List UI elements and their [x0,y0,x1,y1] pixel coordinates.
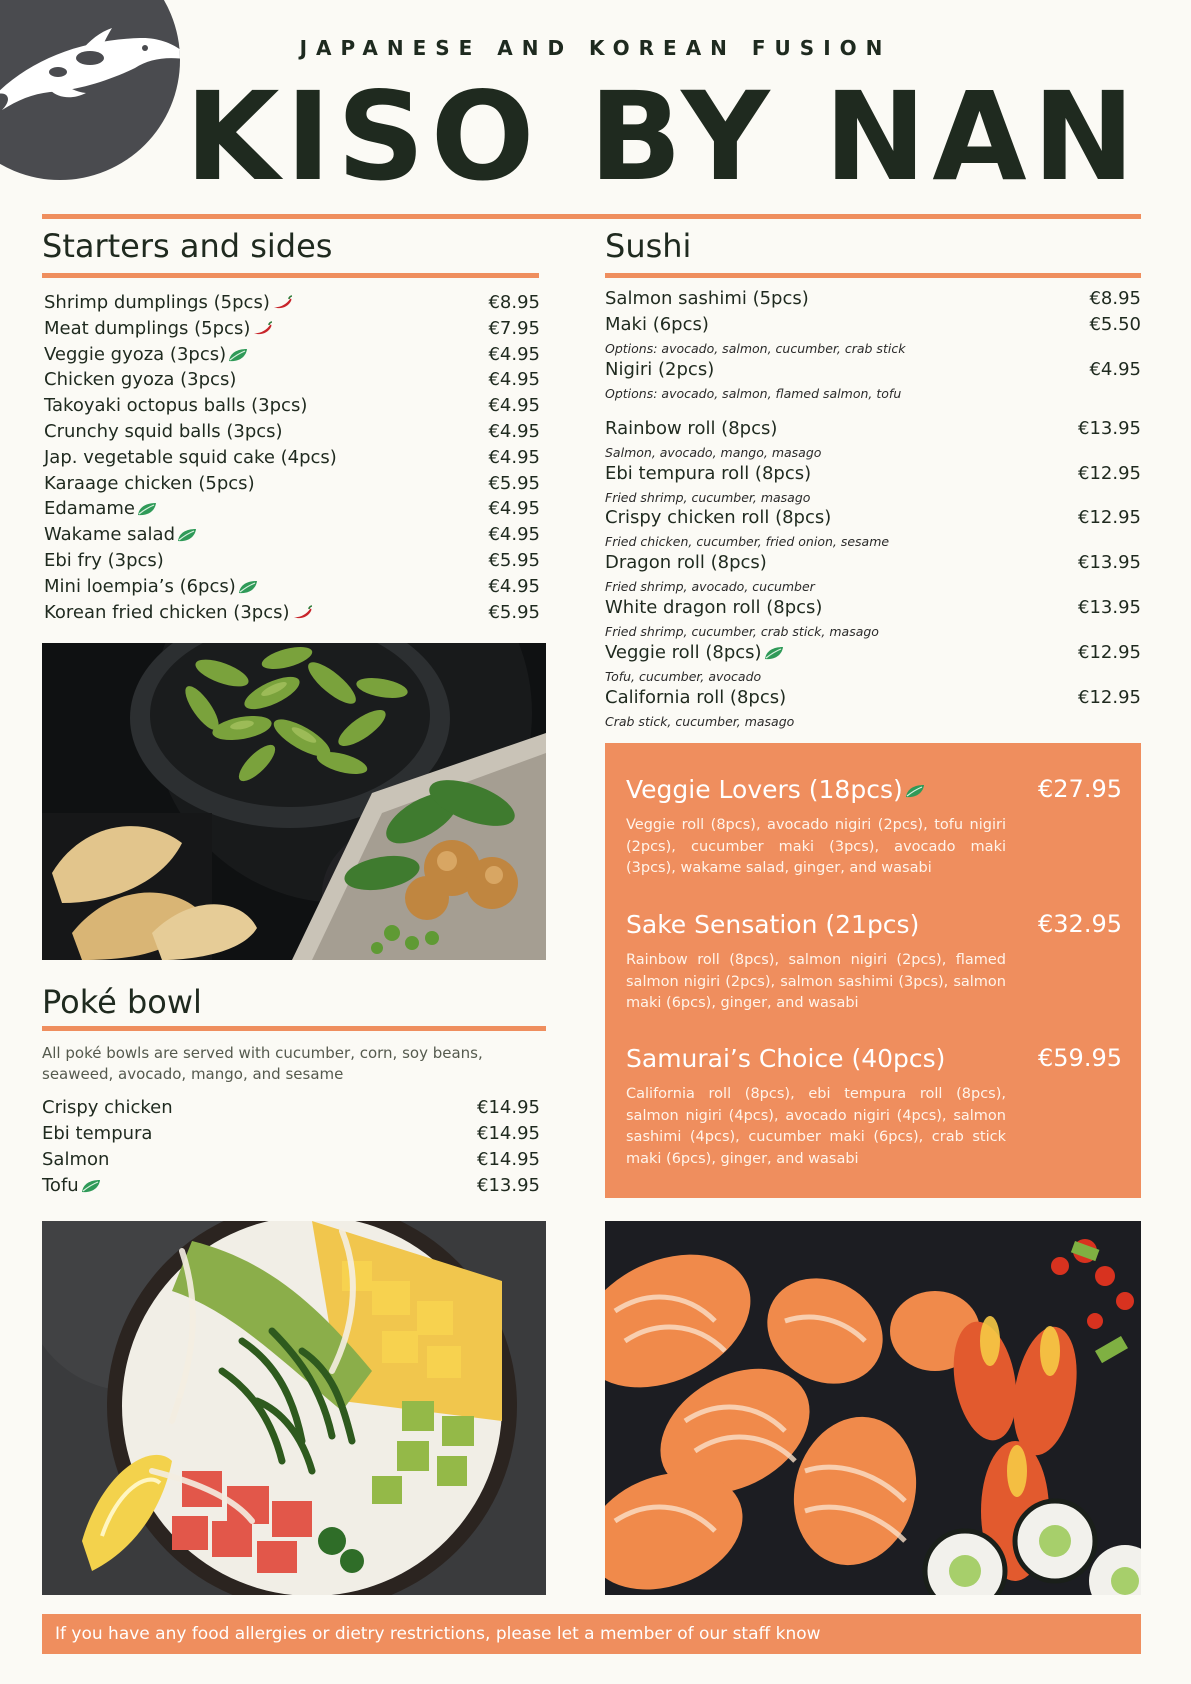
item-price: €4.95 [488,343,540,365]
item-name-text: Shrimp dumplings (5pcs) [44,292,270,313]
poke-item [42,1149,540,1175]
item-name [44,602,313,623]
item-name [605,597,822,618]
starters-divider [42,273,539,278]
item-name-text: Chicken gyoza (3pcs) [44,369,237,391]
item-name-text: White dragon roll (8pcs) [605,597,823,618]
item-price: €12.95 [1078,507,1141,528]
sushi-item-note: Fried shrimp, cucumber, crab stick, masago [605,624,879,639]
item-name [605,463,811,484]
sushi-item-note: Options: avocado, salmon, cucumber, crab stick [605,341,906,356]
sushi-photo [605,1221,1141,1595]
item-name [605,642,785,663]
combo-price: €32.95 [1038,910,1122,938]
leaf-icon [237,579,259,595]
leaf-icon [904,783,926,799]
item-name-text: California roll (8pcs) [605,687,787,708]
sushi-item-note: Options: avocado, salmon, flamed salmon, tofu [605,386,902,401]
starter-item [44,421,540,447]
item-price: €12.95 [1078,642,1141,663]
sushi-item [605,463,1141,489]
poke-photo [42,1221,546,1595]
leaf-icon [763,645,785,661]
sushi-item [605,507,1141,533]
item-name-text: Ebi fry (3pcs) [44,550,164,571]
item-price: €5.95 [488,472,540,494]
header-divider [42,214,1141,219]
item-name-text: Maki (6pcs) [605,314,709,335]
combo-title [626,1044,945,1073]
sushi-item [605,418,1141,444]
poke-item [42,1123,540,1149]
combo-title [626,910,919,939]
item-name-text: Crunchy squid balls (3pcs) [44,421,283,442]
combo-deals-panel [605,743,1141,1198]
item-name [605,314,709,335]
sushi-item [605,687,1141,713]
starter-item [44,447,540,473]
item-name [44,576,259,597]
starter-item [44,524,540,550]
item-name-text: Edamame [44,498,136,520]
combo-title-text: Veggie Lovers (18pcs) [626,775,903,804]
poke-title: Poké bowl [42,983,202,1021]
item-price: €4.95 [488,575,540,597]
item-name-text: Salmon [42,1149,110,1170]
koi-fish-logo [0,0,180,180]
starter-item [44,369,540,395]
starters-title: Starters and sides [42,227,333,265]
combo-description: Rainbow roll (8pcs), salmon nigiri (2pcs), flamed salmon nigiri (2pcs), salmon sashimi (3pcs), salmon maki (6pcs), ginger, and wasabi [626,952,1006,1011]
item-name-text: Jap. vegetable squid cake (4pcs) [44,446,337,468]
poke-list [42,1097,540,1201]
item-name-text: Veggie roll (8pcs) [605,642,762,663]
starter-item [44,292,540,318]
item-name-text: Crispy chicken [42,1097,173,1118]
starter-item [44,602,540,628]
combo-title-text: Sake Sensation (21pcs) [626,910,920,939]
item-price: €13.95 [1078,597,1141,618]
sushi-item-note: Crab stick, cucumber, masago [605,714,795,729]
starter-item [44,395,540,421]
sushi-item [605,552,1141,578]
item-price: €4.95 [488,369,540,391]
item-name [44,369,236,390]
item-name [44,395,307,416]
item-price: €14.95 [477,1123,540,1144]
starter-item [44,344,540,370]
item-name-text: Meat dumplings (5pcs) [44,317,251,339]
item-name [44,498,158,519]
sushi-item [605,314,1141,340]
leaf-icon [80,1178,102,1194]
poke-item [42,1097,540,1123]
item-name-text: Mini loempia’s (6pcs) [44,575,236,597]
starters-list [44,292,540,632]
sushi-item-note: Fried shrimp, avocado, cucumber [605,579,815,594]
item-price: €12.95 [1078,687,1141,708]
allergy-notice: If you have any food allergies or dietry restrictions, please let a member of our staff know [42,1614,1141,1654]
item-name [44,344,249,365]
item-name [42,1149,109,1170]
combo-description: Veggie roll (8pcs), avocado nigiri (2pcs), tofu nigiri (2pcs), cucumber maki (3pcs), avocado maki (3pcs), wakame salad, ginger, and wasabi [626,817,1006,876]
restaurant-name: KISO BY NAN [185,66,1141,208]
item-name-text: Nigiri (2pcs) [605,359,715,380]
sushi-item-note: Fried chicken, cucumber, fried onion, sesame [605,534,890,549]
item-name [44,292,293,313]
item-name-text: Korean fried chicken (3pcs) [44,601,290,623]
chili-icon [271,295,293,311]
leaf-icon [136,501,158,517]
item-name [44,318,273,339]
item-price: €14.95 [477,1097,540,1118]
sushi-item [605,597,1141,623]
sushi-title: Sushi [605,227,692,265]
combo-price: €59.95 [1038,1044,1122,1072]
item-price: €4.95 [488,395,540,417]
starter-item [44,473,540,499]
item-price: €12.95 [1078,463,1141,484]
starter-item [44,318,540,344]
item-price: €5.95 [488,601,540,623]
starter-item [44,498,540,524]
item-price: €8.95 [1089,288,1141,309]
sushi-item-note: Tofu, cucumber, avocado [605,669,762,684]
item-price: €7.95 [488,317,540,339]
item-name [605,552,767,573]
item-price: €4.95 [488,498,540,520]
item-price: €13.95 [1078,418,1141,439]
item-name [605,507,831,528]
item-name-text: Ebi tempura roll (8pcs) [605,463,812,484]
sushi-divider [605,273,1141,278]
leaf-icon [176,527,198,543]
item-name [605,418,777,439]
sushi-item-note: Fried shrimp, cucumber, masago [605,490,811,505]
item-name [44,473,255,494]
combo-price: €27.95 [1038,775,1122,803]
tagline: JAPANESE AND KOREAN FUSION [299,36,892,60]
item-name [605,288,809,309]
item-name-text: Ebi tempura [42,1123,153,1144]
item-name [44,421,283,442]
combo-title [626,775,926,804]
poke-item [42,1175,540,1201]
item-price: €8.95 [488,292,540,313]
item-name-text: Tofu [42,1175,79,1196]
item-price: €5.50 [1089,314,1141,335]
starter-item [44,550,540,576]
item-name-text: Takoyaki octopus balls (3pcs) [44,395,308,417]
item-name-text: Veggie gyoza (3pcs) [44,343,227,365]
sushi-item-note: Salmon, avocado, mango, masago [605,445,822,460]
starters-photo [42,643,546,960]
item-price: €13.95 [477,1175,540,1196]
combo-title-text: Samurai’s Choice (40pcs) [626,1044,946,1073]
item-name-text: Rainbow roll (8pcs) [605,418,778,439]
poke-divider [42,1026,546,1031]
sushi-item [605,359,1141,385]
item-name-text: Dragon roll (8pcs) [605,552,767,573]
item-name-text: Salmon sashimi (5pcs) [605,288,809,309]
chili-icon [291,605,313,621]
item-price: €5.95 [488,550,540,571]
sushi-item [605,288,1141,314]
item-name [605,359,714,380]
item-name [44,550,164,571]
starter-item [44,576,540,602]
item-name [605,687,786,708]
leaf-icon [227,347,249,363]
sushi-list [605,288,1141,728]
item-price: €4.95 [488,524,540,546]
item-name [44,447,337,468]
poke-intro: All poké bowls are served with cucumber, corn, soy beans, seaweed, avocado, mango, and sesame [42,1044,483,1083]
item-price: €4.95 [1089,359,1141,380]
item-name-text: Karaage chicken (5pcs) [44,472,255,494]
item-price: €4.95 [488,446,540,468]
item-name [42,1097,173,1118]
combo-description: California roll (8pcs), ebi tempura roll (8pcs), salmon nigiri (4pcs), avocado nigiri (4pcs), salmon sashimi (4pcs), cucumber maki (6pcs), crab stick maki (6pcs), ginger, and wasabi [626,1086,1006,1167]
item-name [44,524,198,545]
sushi-item [605,642,1141,668]
item-price: €13.95 [1078,552,1141,573]
item-name-text: Crispy chicken roll (8pcs) [605,507,832,528]
chili-icon [251,321,273,337]
item-price: €4.95 [488,421,540,442]
item-name [42,1123,152,1144]
item-name [42,1175,102,1196]
item-name-text: Wakame salad [44,524,176,546]
item-price: €14.95 [477,1149,540,1170]
koi-fish-icon [0,0,180,180]
